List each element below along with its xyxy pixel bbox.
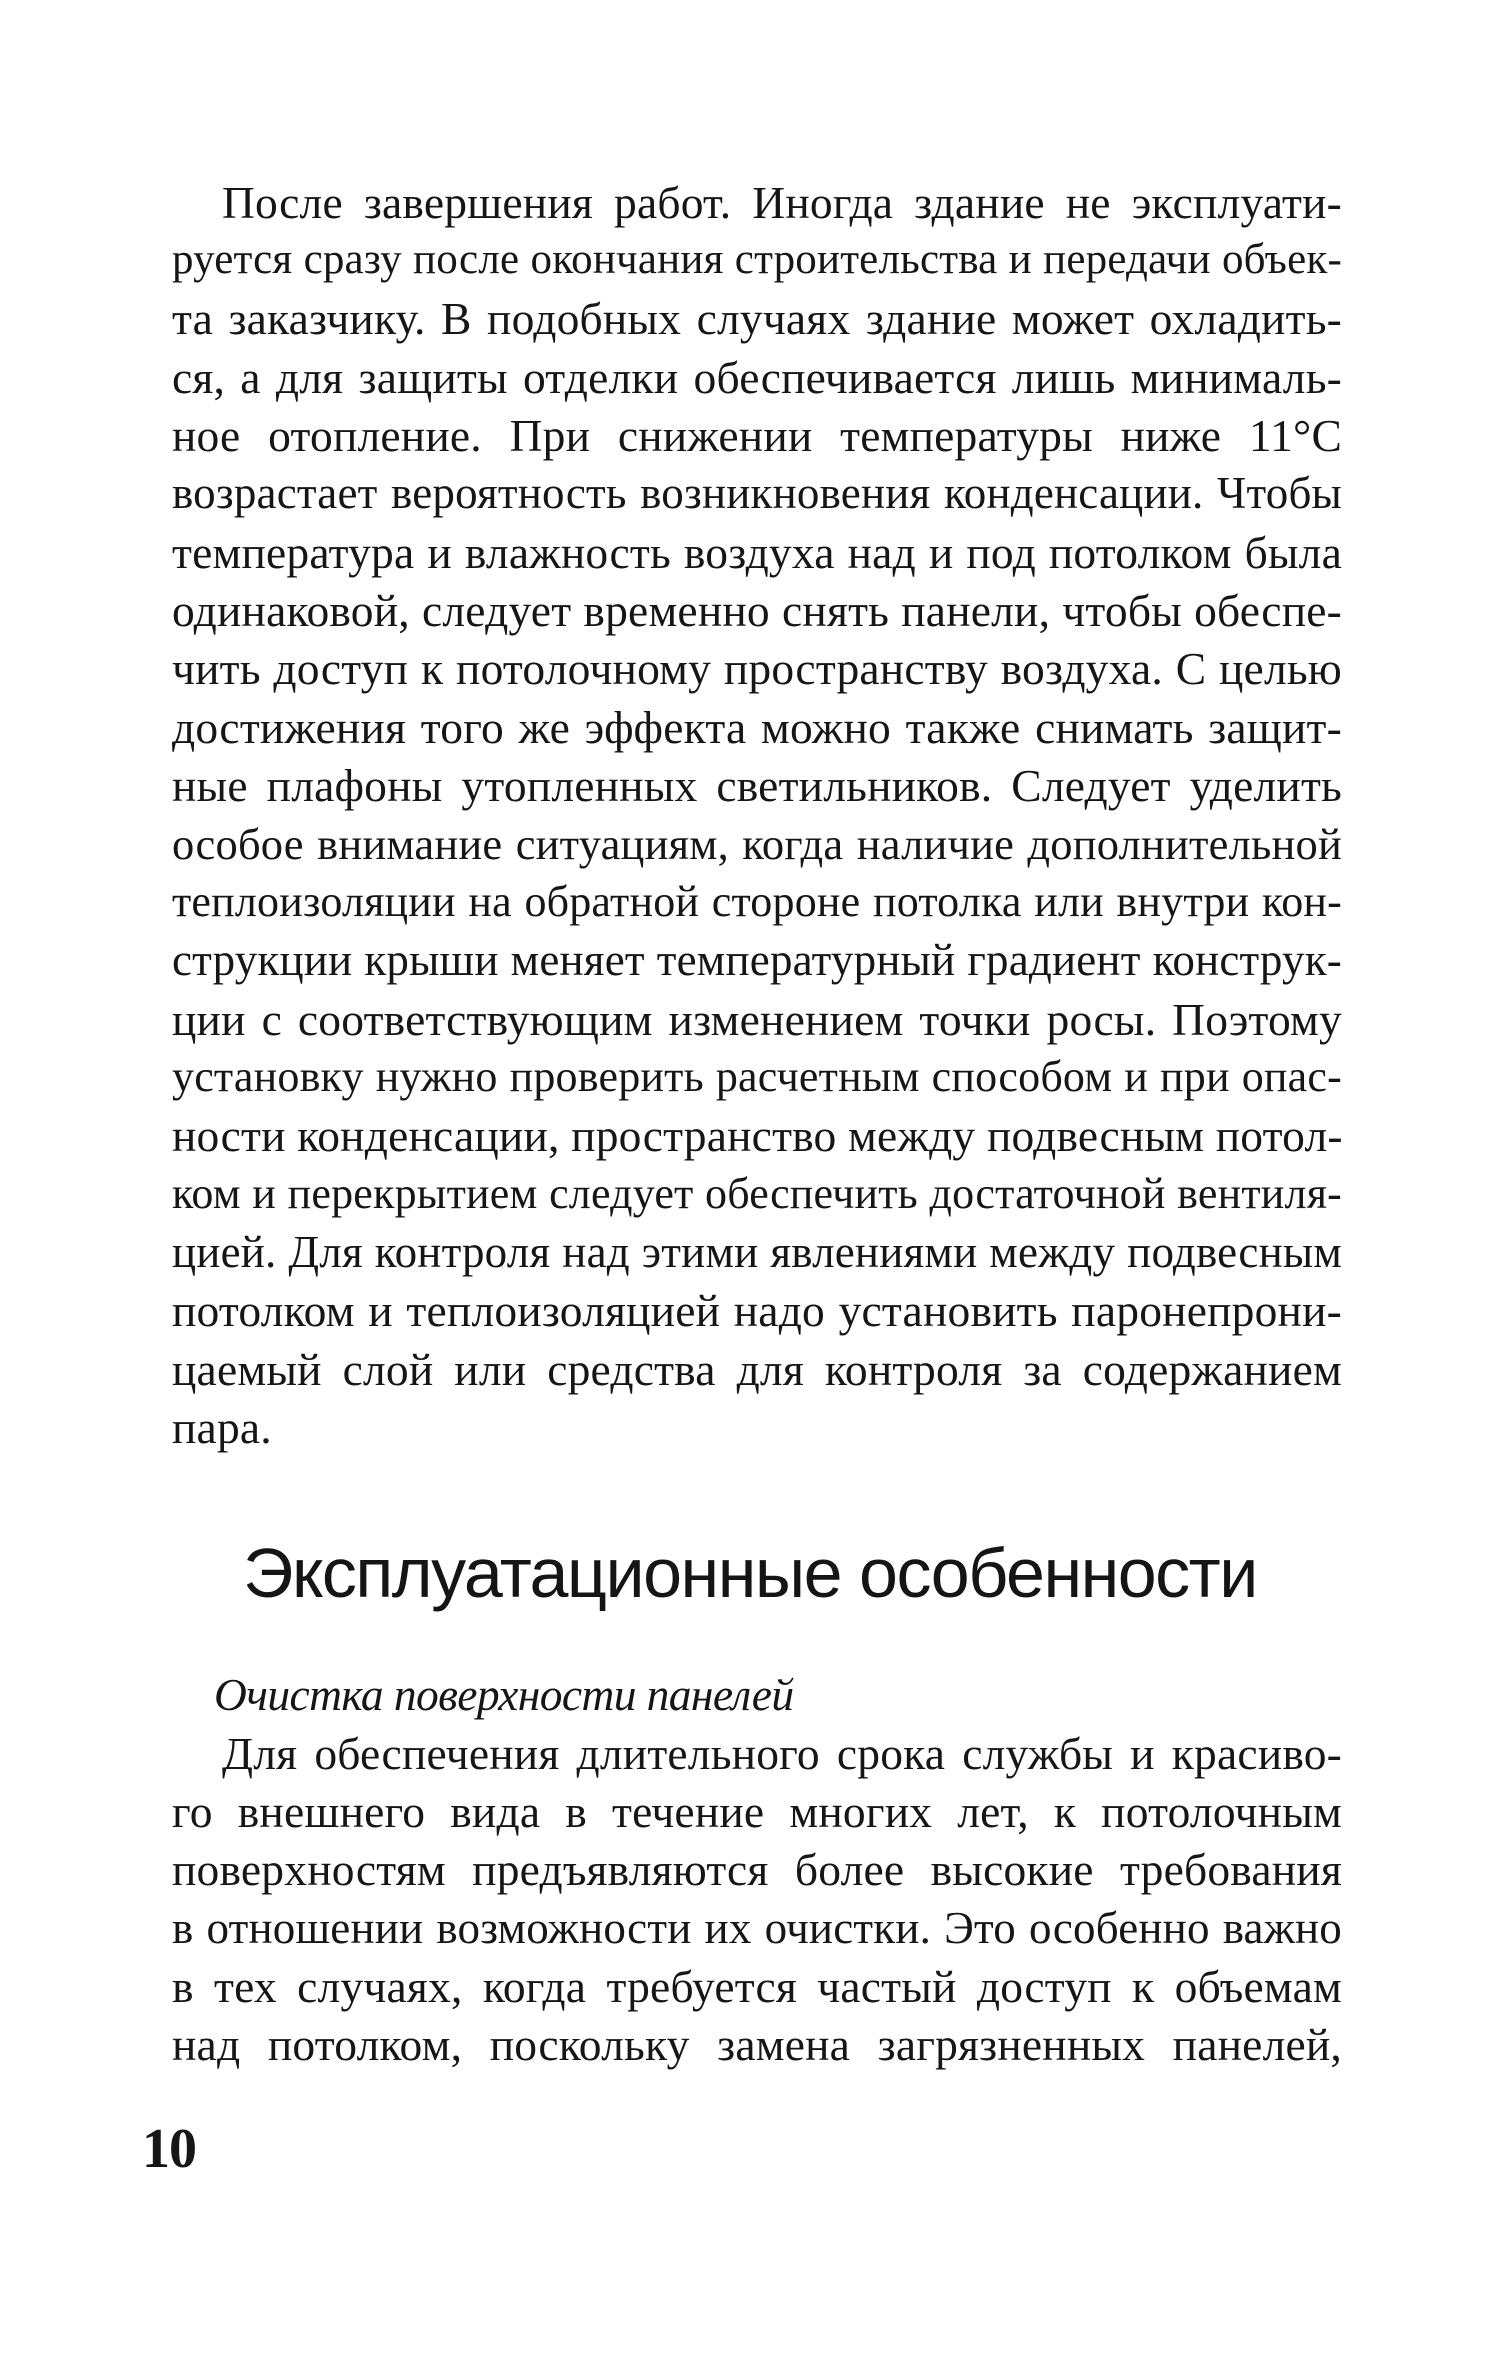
paragraph-line: чить доступ к потолочному пространству воздуха. С целью (172, 643, 1342, 694)
paragraph-line: ся, а для защиты отделки обеспечивается лишь минималь- (172, 352, 1342, 403)
page-number: 10 (142, 2118, 196, 2180)
paragraph-line: потолком и теплоизоляцией надо установить паронепрони- (172, 1285, 1342, 1336)
paragraph-line: цаемый слой или средства для контроля за содержанием (172, 1344, 1342, 1395)
paragraph-line: особое внимание ситуациям, когда наличие дополнительной (172, 819, 1342, 869)
paragraph-line: возрастает вероятность возникновения конденсации. Чтобы (172, 468, 1342, 518)
paragraph-line: струкции крыши меняет температурный градиент конструк- (172, 935, 1342, 985)
section-subheading: Очистка поверхности панелей (214, 1669, 794, 1720)
paragraph-line: После завершения работ. Иногда здание не эксплуати- (222, 177, 1342, 228)
paragraph-line: достижения того же эффекта можно также снимать защит- (172, 702, 1342, 753)
paragraph-line: в тех случаях, когда требуется частый доступ к объемам (172, 1961, 1342, 2012)
paragraph-line: ции с соответствующим изменением точки росы. Поэтому (172, 994, 1342, 1045)
paragraph-line: ные плафоны утопленных светильников. Следует уделить (172, 760, 1342, 811)
paragraph-line: пара. (172, 1402, 272, 1453)
paragraph-line: руется сразу после окончания строительства и передачи объек- (172, 236, 1342, 283)
paragraph-line: температура и влажность воздуха над и под потолком была (172, 527, 1342, 578)
paragraph-line: теплоизоляции на обратной стороне потолка или внутри кон- (172, 877, 1342, 926)
paragraph-line: одинаковой, следует временно снять панели, чтобы обеспе- (172, 585, 1342, 636)
paragraph-line: над потолком, поскольку замена загрязненных панелей, (172, 2019, 1342, 2070)
paragraph-line: в отношении возможности их очистки. Это особенно важно (172, 1903, 1342, 1953)
paragraph-line: ное отопление. При снижении температуры ниже 11°С (172, 410, 1342, 461)
paragraph-line: поверхностям предъявляются более высокие требования (172, 1844, 1342, 1895)
paragraph-line: Для обеспечения длительного срока службы и красиво- (222, 1728, 1342, 1779)
paragraph-line: ком и перекрытием следует обеспечить достаточной вентиля- (172, 1169, 1342, 1218)
paragraph-line: го внешнего вида в течение многих лет, к потолочным (172, 1786, 1342, 1837)
paragraph-line: установку нужно проверить расчетным способом и при опас- (172, 1052, 1342, 1101)
paragraph-line: ности конденсации, пространство между подвесным потол- (172, 1110, 1343, 1161)
paragraph-line: цией. Для контроля над этими явлениями между подвесным (172, 1227, 1342, 1277)
section-heading: Эксплуатационные особенности (243, 1534, 1257, 1612)
paragraph-line: та заказчику. В подобных случаях здание может охладить- (172, 293, 1342, 344)
